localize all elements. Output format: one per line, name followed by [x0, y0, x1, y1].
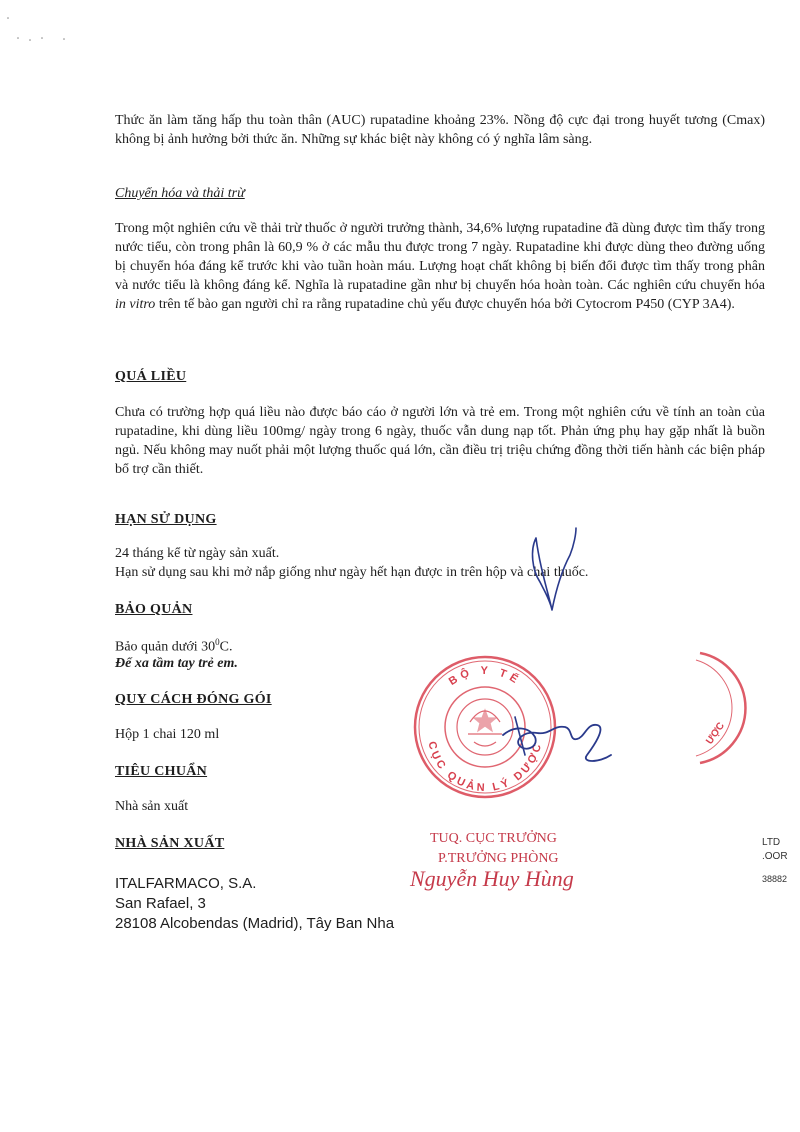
packaging-heading: QUY CÁCH ĐÓNG GÓI — [115, 692, 272, 707]
storage-line-2: Để xa tầm tay trẻ em. — [115, 656, 238, 671]
stamp-bottom-text: CỤC QUẢN LÝ DƯỢC — [425, 740, 545, 795]
standard-text: Nhà sản xuất — [115, 799, 189, 814]
handwritten-signature-upper — [500, 520, 600, 615]
edge-fragment-c: 38882 — [762, 874, 788, 884]
partial-stamp-text: ƯỢC — [704, 720, 727, 747]
signature-title-1: TUQ. CỤC TRƯỞNG — [430, 831, 557, 846]
edge-fragment-a: LTD — [762, 837, 781, 848]
signature-title-2: P.TRƯỞNG PHÒNG — [438, 851, 559, 866]
overdose-paragraph: Chưa có trường hợp quá liều nào được báo cáo ở người lớn và trẻ em. Trong một nghiên cứu về tính an toàn của rupatadine, khi dùng liều 100mg/ ngày trong 6 ngày, thuốc vẫn dung nạp tốt. Phản ứng phụ hay gặp nhất là buồn ngủ. Nếu không may nuốt phải một lượng thuốc quá lớn, cần điều trị triệu chứng đồng thời tiến hành các biện pháp bổ trợ cần thiết. — [115, 405, 765, 477]
metabolism-paragraph — [115, 219, 765, 314]
packaging-text: Hộp 1 chai 120 ml — [115, 727, 220, 742]
storage-temp-degree: 0 — [215, 637, 220, 647]
shelf-life-heading: HẠN SỬ DỤNG — [115, 512, 217, 527]
metabolism-text-1: Trong một nghiên cứu về thải trừ thuốc ở người trưởng thành, 34,6% lượng rupatadine đã dùng được tìm thấy trong nước tiểu, còn trong phân là 60,9 % ở các mẫu thu được trong 7 ngày. Rupatadine khi được dùng theo đường uống bị chuyển hóa đáng kể trước khi vào tuần hoàn máu. Lượng hoạt chất không bị biến đổi được tìm thấy trong phân và nước tiểu là không đáng kể. Nghĩa là rupatadine gần như bị chuyển hóa hoàn toàn. Các nghiên cứu chuyển hóa — [115, 221, 765, 293]
manufacturer-city: 28108 Alcobendas (Madrid), Tây Ban Nha — [115, 915, 395, 932]
manufacturer-street: San Rafael, 3 — [115, 895, 206, 912]
manufacturer-heading: NHÀ SẢN XUẤT — [115, 836, 225, 851]
shelf-life-line-1: 24 tháng kể từ ngày sản xuất. — [115, 546, 280, 561]
metabolism-subheading: Chuyển hóa và thải trừ — [115, 186, 245, 201]
scan-specks — [0, 0, 80, 60]
overdose-heading: QUÁ LIỀU — [115, 369, 187, 384]
absorption-paragraph: Thức ăn làm tăng hấp thu toàn thân (AUC) rupatadine khoảng 23%. Nồng độ cực đại trong huyết tương (Cmax) không bị ảnh hưởng bởi thức ăn. Những sự khác biệt này không có ý nghĩa lâm sàng. — [115, 113, 765, 147]
shelf-life-line-2: Hạn sử dụng sau khi mở nắp giống như ngày hết hạn được in trên hộp và chai thuốc. — [115, 565, 589, 580]
partial-stamp-right — [690, 648, 750, 768]
storage-temp-suffix: C. — [219, 639, 233, 655]
edge-fragment-b: .OOR — [762, 851, 788, 862]
handwritten-signature-lower — [495, 695, 620, 770]
storage-temp-prefix: Bảo quản dưới 30 — [115, 639, 216, 655]
metabolism-text-2: trên tế bào gan người chỉ ra rằng rupatadine chủ yếu được chuyển hóa bởi Cytocrom P450 (CYP 3A4). — [155, 297, 735, 312]
manufacturer-name: ITALFARMACO, S.A. — [115, 875, 257, 892]
signer-name: Nguyễn Huy Hùng — [410, 866, 574, 891]
standard-heading: TIÊU CHUẨN — [115, 764, 208, 779]
stamp-top-text: BỘ Y TẾ — [446, 664, 524, 688]
metabolism-italic-term: in vitro — [115, 297, 156, 312]
storage-heading: BẢO QUẢN — [115, 602, 193, 617]
storage-line-1 — [115, 637, 233, 656]
